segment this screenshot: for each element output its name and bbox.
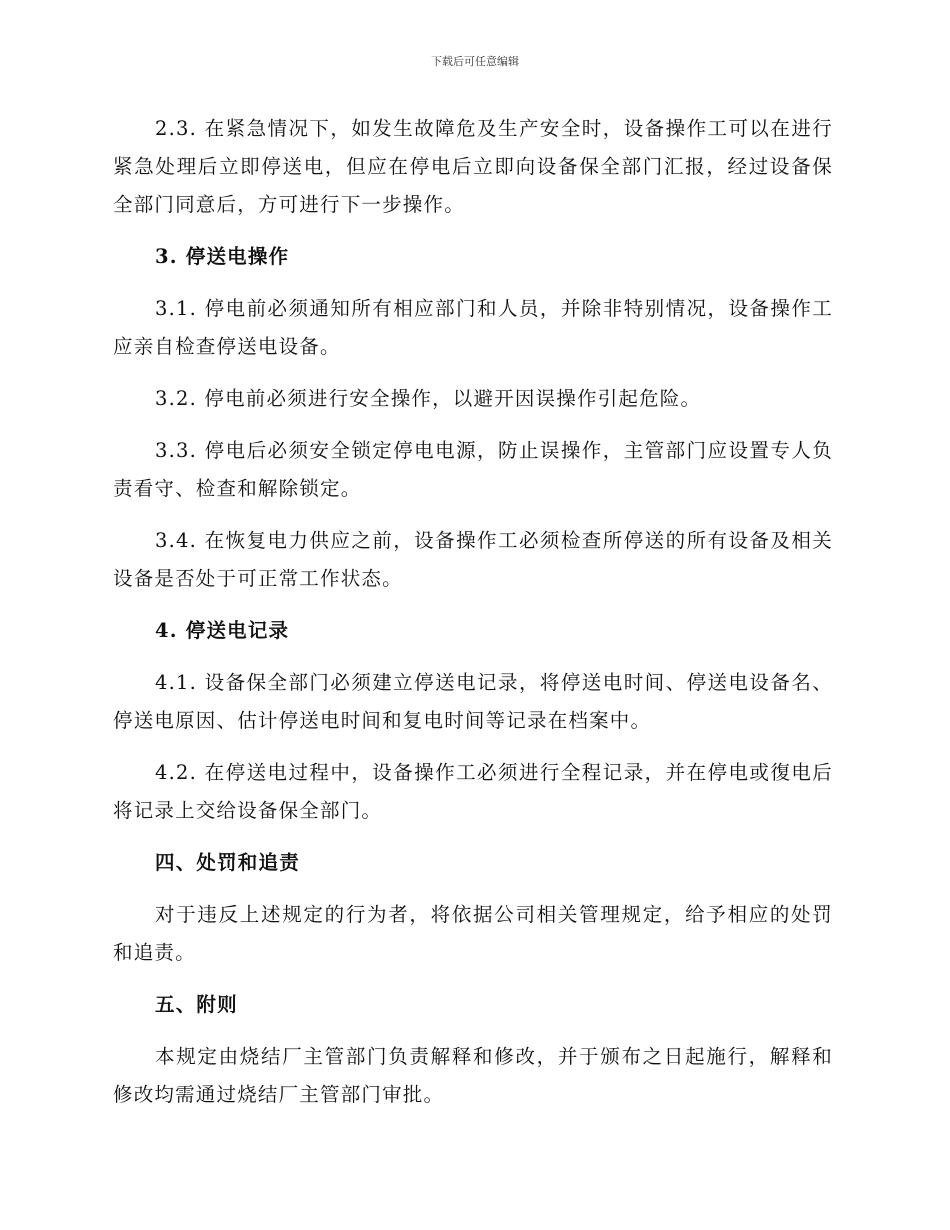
page-header: 下载后可任意编辑 [431,55,519,68]
paragraph-3-4: 3.4. 在恢复电力供应之前，设备操作工必须检查所停送的所有设备及相关设备是否处于可正常工作状态。 [113,529,833,590]
paragraph-3-2: 3.2. 停电前必须进行安全操作，以避开因误操作引起危险。 [155,387,702,410]
heading-penalty: 四、处罚和追责 [155,851,300,874]
heading-4-records: 4. 停送电记录 [155,619,290,642]
heading-3-operation: 3. 停送电操作 [155,245,290,268]
paragraph-2-3: 2.3. 在紧急情况下，如发生故障危及生产安全时，设备操作工可以在进行紧急处理后立即停送电，但应在停电后立即向设备保全部门汇报，经过设备保全部门同意后，方可进行下一步操作。 [113,117,833,216]
paragraph-appendix: 本规定由烧结厂主管部门负责解释和修改，并于颁布之日起施行，解释和修改均需通过烧结厂主管部门审批。 [113,1045,833,1106]
paragraph-4-2: 4.2. 在停送电过程中，设备操作工必须进行全程记录，并在停电或復电后将记录上交给设备保全部门。 [113,761,833,822]
paragraph-penalty: 对于违反上述规定的行为者，将依据公司相关管理规定，给予相应的处罚和追责。 [113,903,833,964]
paragraph-4-1: 4.1. 设备保全部门必须建立停送电记录，将停送电时间、停送电设备名、停送电原因、估计停送电时间和复电时间等记录在档案中。 [113,671,833,732]
document-body [113,110,833,1114]
paragraph-3-3: 3.3. 停电后必须安全锁定停电电源，防止误操作，主管部门应设置专人负责看守、检查和解除锁定。 [113,439,833,500]
paragraph-3-1: 3.1. 停电前必须通知所有相应部门和人员，并除非特别情况，设备操作工应亲自检查停送电设备。 [113,297,833,358]
heading-appendix: 五、附则 [155,993,238,1016]
